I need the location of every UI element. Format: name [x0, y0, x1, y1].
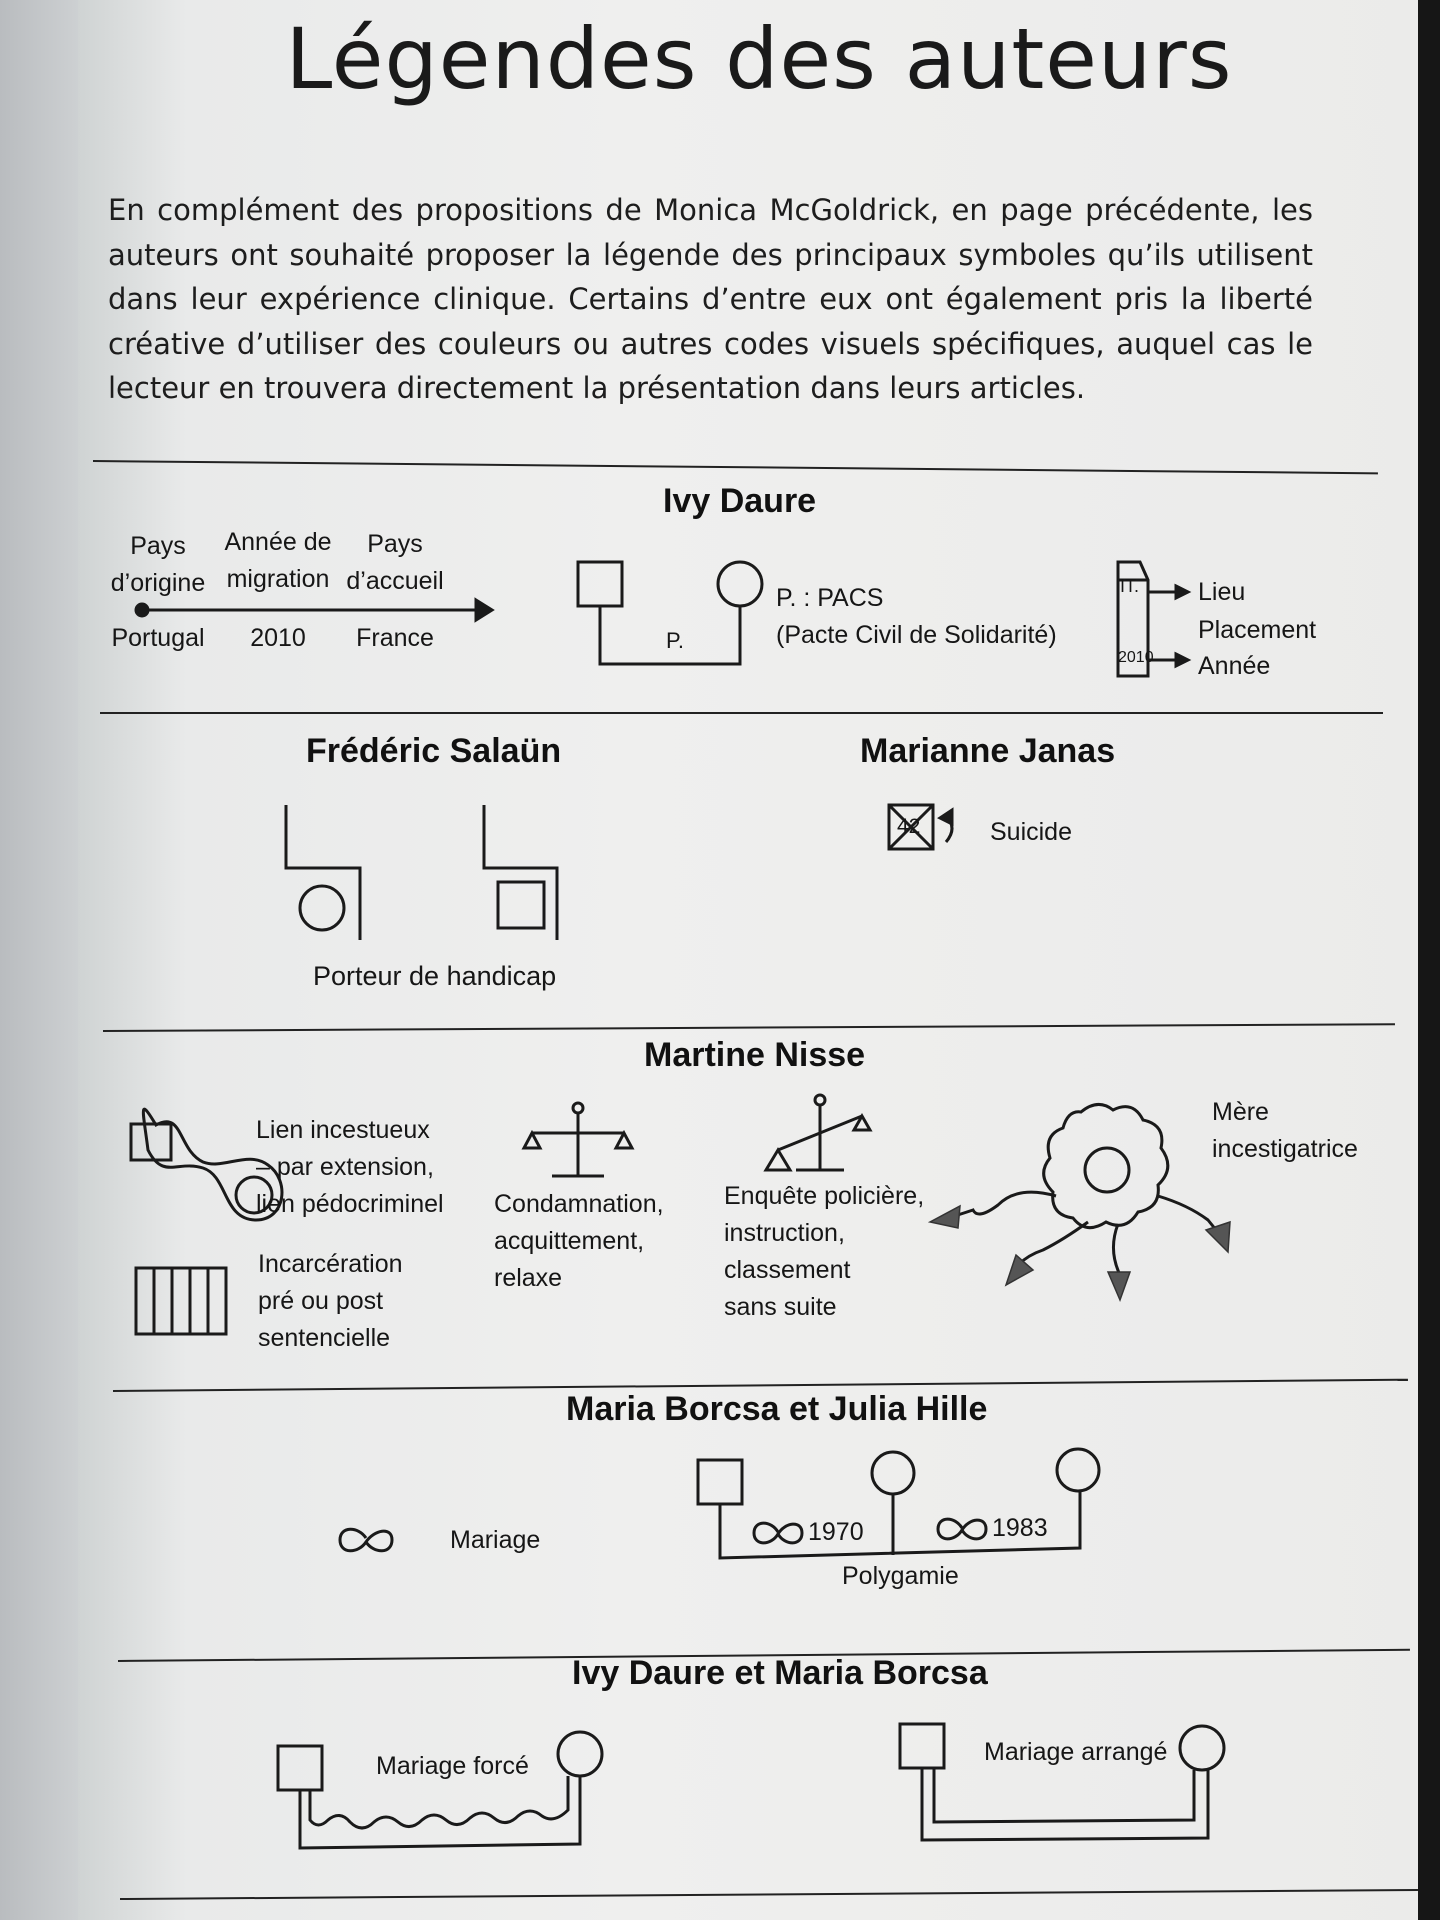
- balanced-scale-icon: [524, 1103, 632, 1176]
- marriage-infinity-icon: [340, 1529, 392, 1551]
- forced-marriage-label: Mariage forcé: [376, 1752, 529, 1780]
- section-heading-martine-nisse: Martine Nisse: [644, 1036, 866, 1074]
- section-heading-frederic-salaun: Frédéric Salaün: [306, 732, 562, 770]
- suicide-age: 42: [897, 815, 921, 838]
- marriage-year-1: 1970: [808, 1518, 864, 1546]
- incarceration-bars-icon: [136, 1268, 226, 1334]
- incest-label: Lien incestueux – par extension, lien pédocriminel: [256, 1116, 444, 1218]
- placement-house-year: 2010: [1118, 649, 1154, 666]
- migration-host-value: France: [356, 624, 434, 652]
- inquiry-label: Enquête policière, instruction, classement sans suite: [724, 1182, 925, 1321]
- page-title: Légendes des auteurs: [285, 10, 1233, 108]
- migration-year-value: 2010: [250, 624, 306, 652]
- section-heading-marianne-janas: Marianne Janas: [860, 732, 1116, 770]
- mother-label: Mère incestigatrice: [1212, 1098, 1358, 1163]
- incestigatrice-mother-icon: [930, 1104, 1230, 1300]
- pacs-label: P. : PACS (Pacte Civil de Solidarité): [776, 584, 1057, 649]
- arranged-marriage-label: Mariage arrangé: [984, 1738, 1168, 1766]
- handicap-female-icon: [286, 805, 360, 940]
- book-spine-shadow: [0, 0, 78, 1920]
- suicide-label: Suicide: [990, 818, 1072, 846]
- legend-symbols: [78, 0, 1440, 1920]
- migration-origin-header: Pays d’origine: [110, 532, 206, 597]
- handicap-caption: Porteur de handicap: [313, 961, 557, 991]
- migration-host-header: Pays d’accueil: [346, 530, 444, 595]
- sentence-label: Condamnation, acquittement, relaxe: [494, 1190, 664, 1292]
- migration-arrow-icon: [136, 600, 492, 620]
- migration-year-header: Année de migration: [224, 528, 332, 593]
- handicap-male-icon: [484, 805, 557, 940]
- pacs-mark: P.: [666, 628, 684, 653]
- placement-label-year: Année: [1198, 652, 1271, 680]
- placement-label-placement: Placement: [1198, 616, 1317, 644]
- placement-label-place: Lieu: [1198, 578, 1246, 606]
- polygamy-label: Polygamie: [842, 1562, 959, 1590]
- incarceration-label: Incarcération pré ou post sentencielle: [258, 1250, 403, 1352]
- section-heading-borcsa-hille: Maria Borcsa et Julia Hille: [566, 1390, 988, 1428]
- marriage-year-2: 1983: [992, 1514, 1048, 1542]
- tilted-scale-icon: [766, 1095, 870, 1170]
- section-heading-ivy-daure: Ivy Daure: [663, 482, 817, 520]
- book-page: [78, 0, 1440, 1920]
- marriage-label: Mariage: [450, 1526, 541, 1554]
- section-heading-daure-borcsa: Ivy Daure et Maria Borcsa: [572, 1654, 988, 1692]
- migration-origin-value: Portugal: [111, 624, 205, 652]
- intro-paragraph: En complément des propositions de Monica McGoldrick, en page précédente, les auteurs ont souhaité proposer la légende des principaux symboles qu’ils utilisent dans leur expérience clinique. Certains d’entre eux ont également pris la liberté créative d’utiliser des couleurs ou autres codes visuels spécifiques, auquel cas le lecteur en trouvera directement la présentation dans leurs articles.: [108, 193, 1313, 405]
- placement-house-code: IT.: [1120, 576, 1140, 596]
